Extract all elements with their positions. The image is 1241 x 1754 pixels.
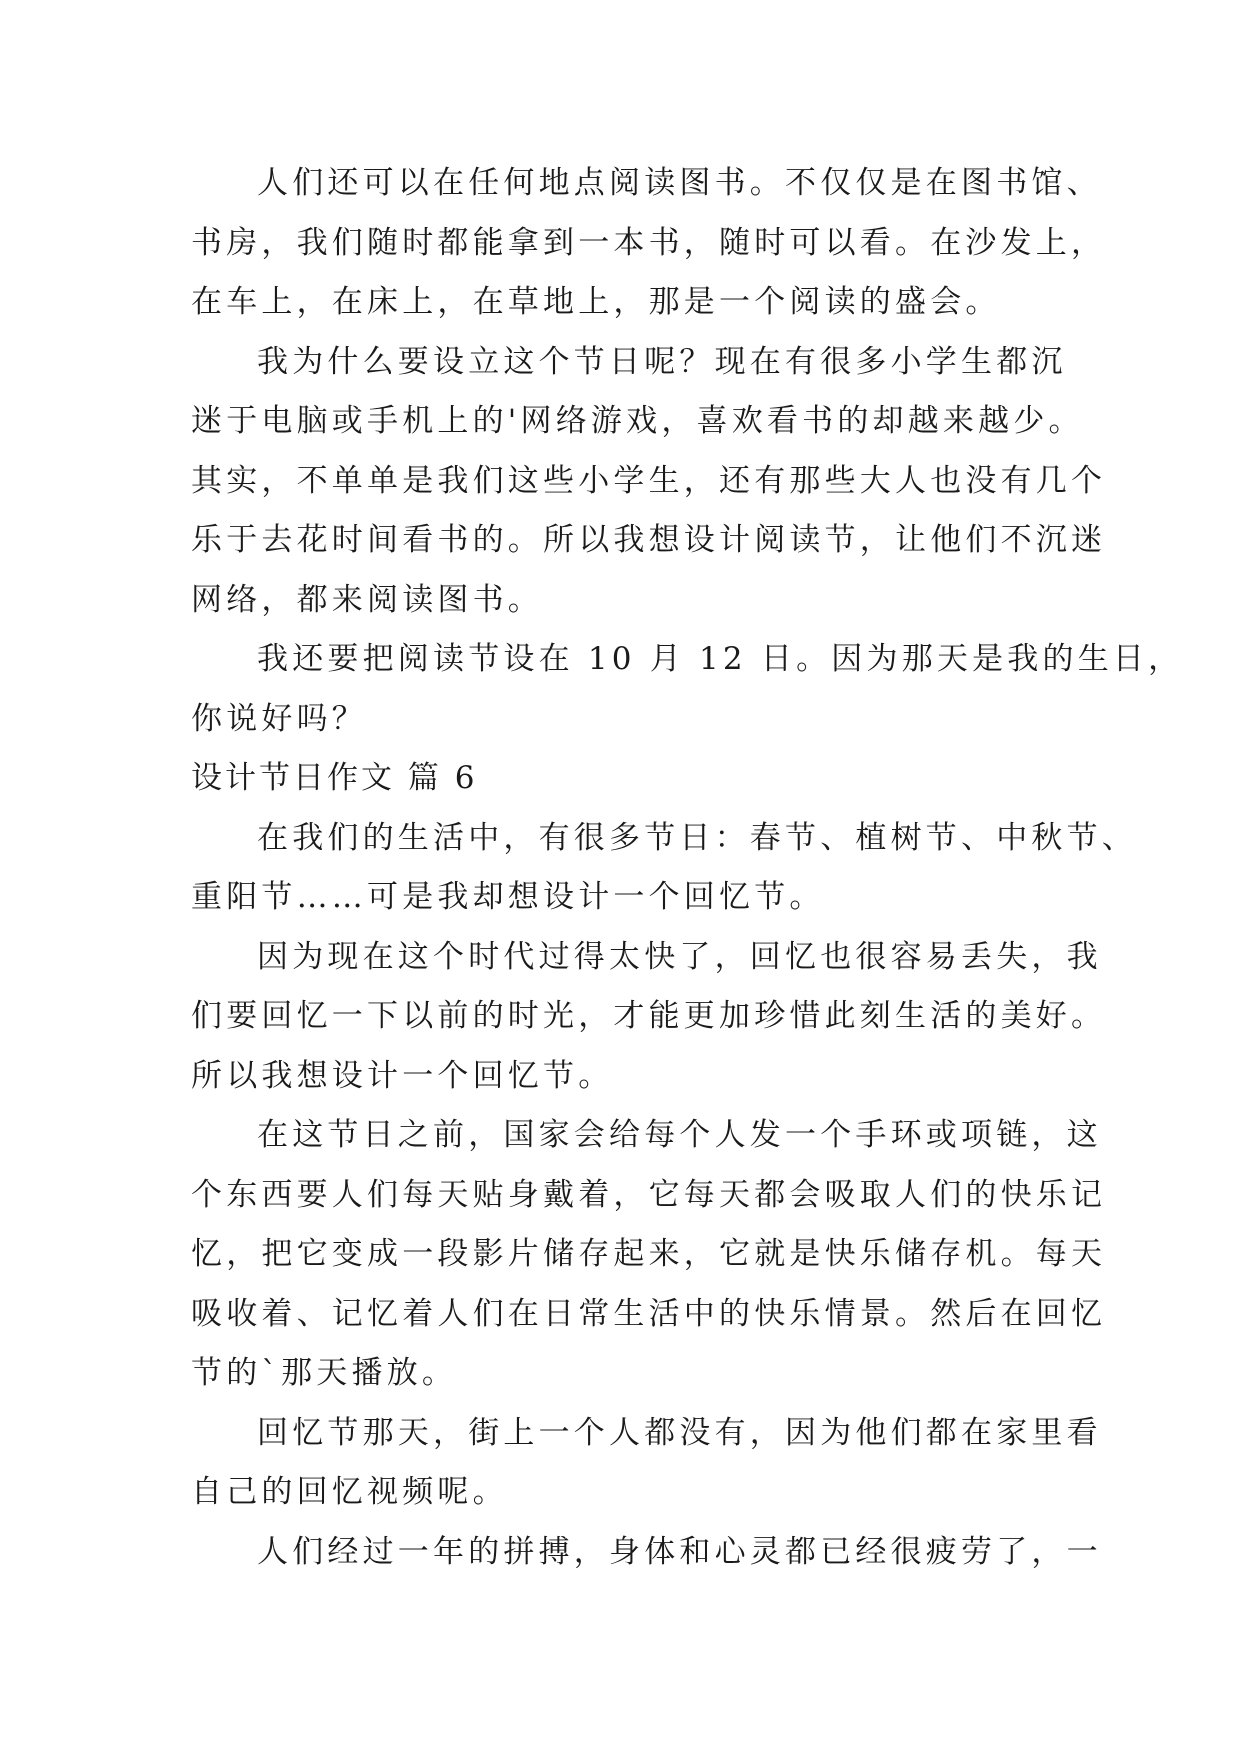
paragraph-line: 自己的回忆视频呢。 <box>191 1474 508 1510</box>
paragraph-line: 回忆节那天，街上一个人都没有，因为他们都在家里看 <box>257 1414 1102 1451</box>
paragraph-line: 你说好吗？ <box>191 700 367 737</box>
paragraph-line: 吸收着、记忆着人们在日常生活中的快乐情景。然后在回忆 <box>191 1295 1107 1332</box>
paragraph-line: 网络，都来阅读图书。 <box>191 581 543 618</box>
paragraph-line: 我还要把阅读节设在 10 月 12 日。因为那天是我的生日， <box>257 641 1184 677</box>
paragraph-line: 人们还可以在任何地点阅读图书。不仅仅是在图书馆、 <box>257 165 1102 201</box>
paragraph-line: 人们经过一年的拼搏，身体和心灵都已经很疲劳了，一 <box>257 1533 1102 1570</box>
paragraph-line: 其实，不单单是我们这些小学生，还有那些大人也没有几个 <box>191 462 1107 499</box>
paragraph-line: 我为什么要设立这个节日呢？现在有很多小学生都沉 <box>257 343 1067 380</box>
paragraph-line: 们要回忆一下以前的时光，才能更加珍惜此刻生活的美好。 <box>191 998 1107 1034</box>
paragraph-line: 书房，我们随时都能拿到一本书，随时可以看。在沙发上， <box>191 224 1107 261</box>
paragraph-line: 在这节日之前，国家会给每个人发一个手环或项链，这 <box>257 1117 1102 1153</box>
paragraph-line: 忆，把它变成一段影片储存起来，它就是快乐储存机。每天 <box>191 1236 1107 1272</box>
paragraph-line: 节的`那天播放。 <box>191 1355 458 1391</box>
paragraph-line: 乐于去花时间看书的。所以我想设计阅读节，让他们不沉迷 <box>191 522 1107 558</box>
paragraph-line: 在我们的生活中，有很多节日：春节、植树节、中秋节、 <box>257 819 1137 856</box>
paragraph-line: 所以我想设计一个回忆节。 <box>191 1057 614 1094</box>
paragraph-line: 因为现在这个时代过得太快了，回忆也很容易丢失，我 <box>257 938 1102 975</box>
paragraph-line: 在车上，在床上，在草地上，那是一个阅读的盛会。 <box>191 284 1001 320</box>
document-body <box>191 154 1184 1582</box>
paragraph-line: 迷于电脑或手机上的'网络游戏，喜欢看书的却越来越少。 <box>191 403 1084 439</box>
paragraph-line: 个东西要人们每天贴身戴着，它每天都会吸取人们的快乐记 <box>191 1176 1107 1213</box>
paragraph-line: 重阳节……可是我却想设计一个回忆节。 <box>191 879 825 915</box>
section-heading: 设计节日作文 篇 6 <box>191 760 478 796</box>
